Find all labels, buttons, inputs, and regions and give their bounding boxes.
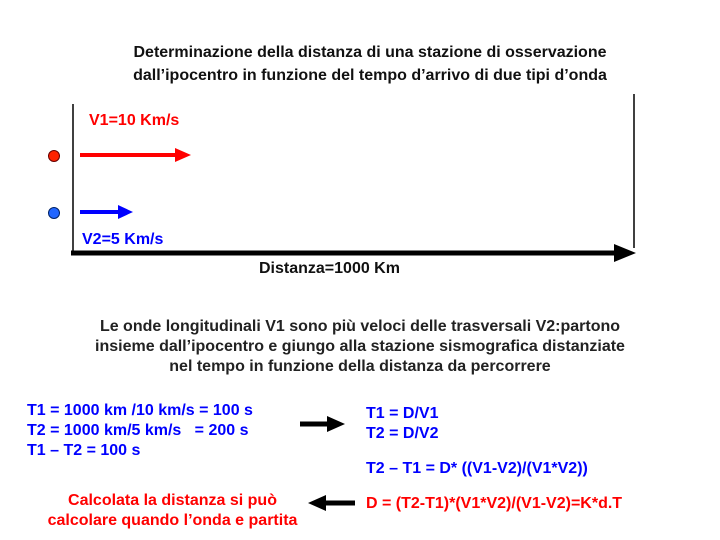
v2-dot [49,208,60,219]
explanation-line-3: nel tempo in funzione della distanza da percorrere [169,358,551,375]
v2-label: V2=5 Km/s [82,231,164,248]
explanation-line-1: Le onde longitudinali V1 sono più veloci delle trasversali V2:partono [99,318,621,335]
conclusion-line-2: calcolare quando l’onda e partita [47,512,298,529]
v1-dot [49,151,60,162]
explanation-text [40,317,680,377]
conclusion-text [20,491,325,531]
conclusion-line-1: Calcolata la distanza si può [68,492,277,509]
title-line-2: dall’ipocentro in funzione del tempo d’arrivo di due tipi d’onda [133,67,607,84]
right-arrow-head [327,416,345,432]
v1-label: V1=10 Km/s [89,112,180,129]
calculation-line-3: T1 – T2 = 100 s [27,442,141,459]
result-line-2: T2 = D/V2 [366,425,439,442]
distance-label: Distanza=1000 Km [259,260,400,277]
distance-axis-arrow-head [614,244,636,262]
calculation-line-1: T1 = 1000 km /10 km/s = 100 s [27,402,253,419]
calculation-block [27,401,253,461]
result-line-1: T1 = D/V1 [366,405,439,422]
result-block [366,404,438,444]
v2-arrow-head [118,205,133,219]
distance-formula: D = (T2-T1)*(V1*V2)/(V1-V2)=K*d.T [366,495,623,512]
result-line-3: T2 – T1 = D* ((V1-V2)/(V1*V2)) [366,460,588,477]
title-line-1: Determinazione della distanza di una stazione di osservazione [133,44,607,61]
explanation-line-2: insieme dall’ipocentro e giungo alla stazione sismografica distanziate [95,338,625,355]
calculation-line-2: T2 = 1000 km/5 km/s = 200 s [27,422,249,439]
v1-arrow-head [175,148,191,162]
